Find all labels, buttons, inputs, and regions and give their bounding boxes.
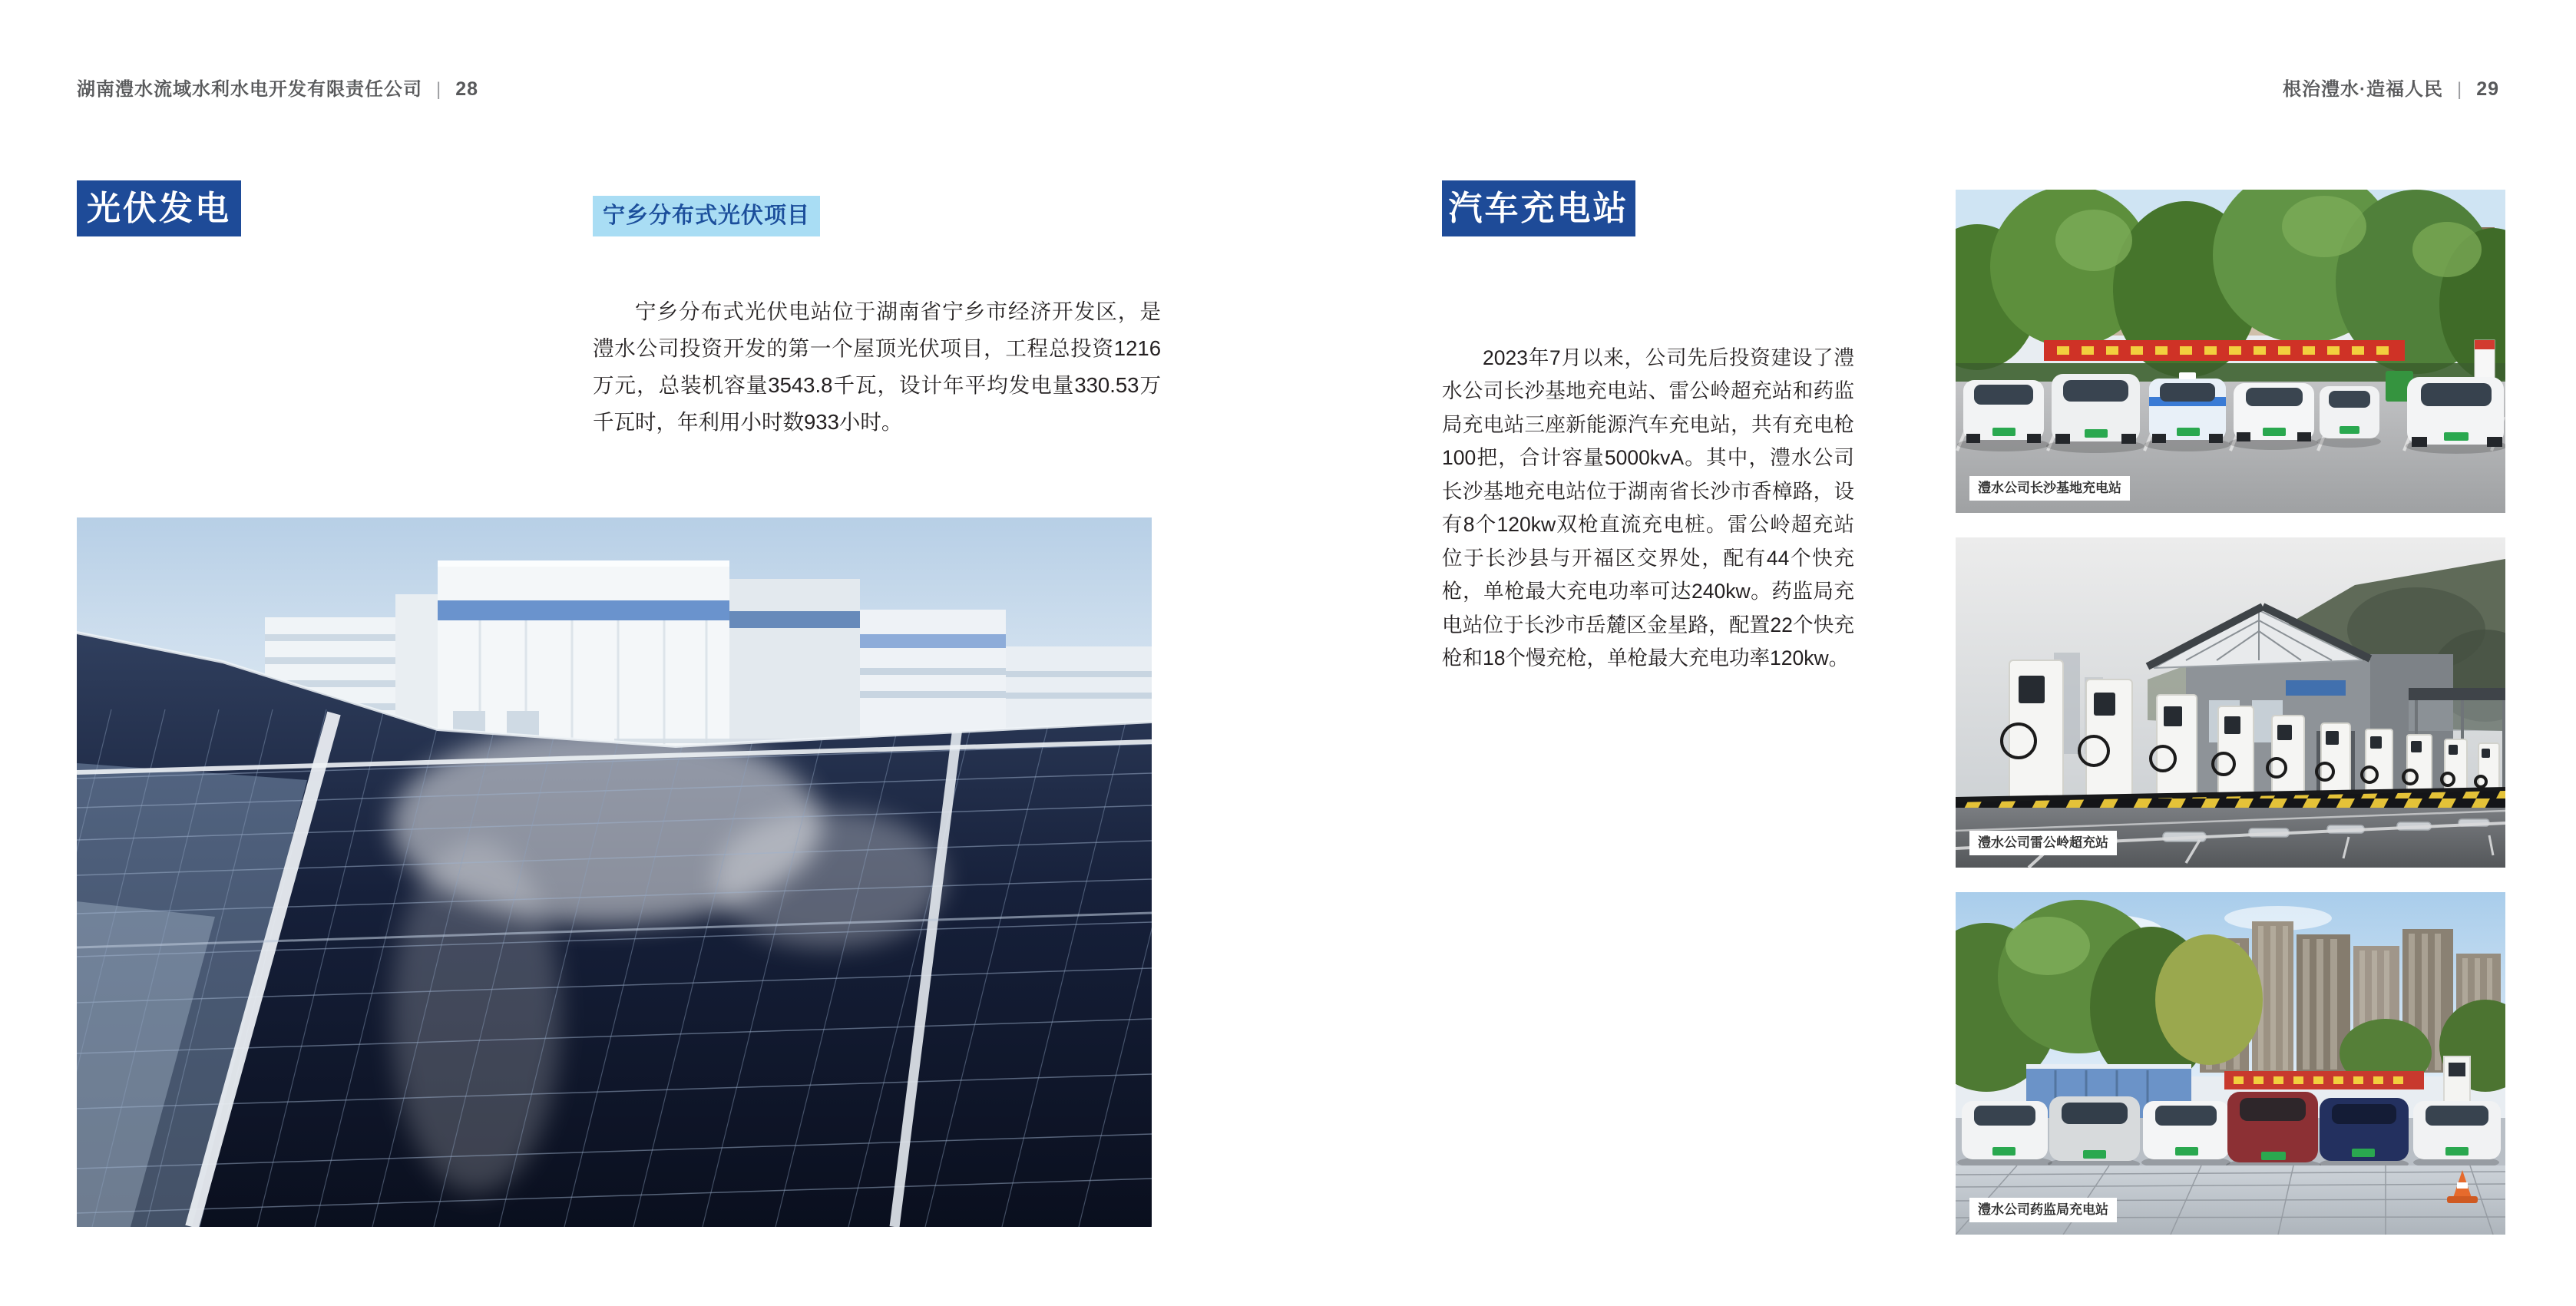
leigongling-illustration	[1956, 537, 2505, 868]
header-divider: |	[2456, 79, 2463, 100]
red-banner	[2044, 340, 2405, 361]
company-name: 湖南澧水流域水利水电开发有限责任公司	[77, 79, 422, 100]
charging-stations-paragraph: 2023年7月以来，公司先后投资建设了澧水公司长沙基地充电站、雷公岭超充站和药监局充电站三座新能源汽车充电站，共有充电枪100把，合计容量5000kvA。其中，澧水公司长沙基地充电站位于湖南省长沙市香樟路，设有8个120kw双枪直流充电桩。雷公岭超充站位于长沙县与开福区交界处，配有44个快充枪，单枪最大充电功率可达240kw。药监局充电站位于长沙市岳麓区金星路，配置22个快充枪和18个慢充枪，单枪最大充电功率120kw。	[1442, 346, 1854, 670]
running-head-left	[77, 74, 478, 101]
company-slogan: 根治澧水·造福人民	[2282, 79, 2443, 100]
photo-leigongling-station	[1956, 537, 2505, 868]
photo-caption: 澧水公司雷公岭超充站	[1969, 831, 2117, 855]
photo-rooftop-solar-array	[77, 517, 1152, 1227]
changsha-base-illustration	[1956, 190, 2505, 513]
section-title-charging-stations: 汽车充电站	[1442, 180, 1635, 236]
solar-array-illustration	[77, 517, 1152, 1227]
yaojianju-illustration	[1956, 892, 2505, 1235]
parked-cars	[1957, 1092, 2501, 1173]
section-title-photovoltaic: 光伏发电	[77, 180, 241, 236]
photo-changsha-base-station	[1956, 190, 2505, 513]
photovoltaic-paragraph: 宁乡分布式光伏电站位于湖南省宁乡市经济开发区，是澧水公司投资开发的第一个屋顶光伏项目，工程总投资1216万元，总装机容量3543.8千瓦，设计年平均发电量330.53万千瓦时，年利用小时数933小时。	[593, 299, 1161, 434]
photo-caption: 澧水公司长沙基地充电站	[1969, 476, 2130, 501]
page-number-left: 28	[455, 78, 479, 100]
header-divider: |	[436, 79, 442, 100]
page-number-right: 29	[2476, 78, 2499, 100]
photo-caption: 澧水公司药监局充电站	[1969, 1198, 2117, 1222]
running-head-right	[2283, 74, 2499, 101]
project-tag-ningxiang: 宁乡分布式光伏项目	[593, 196, 820, 236]
red-banner	[2224, 1071, 2424, 1089]
photo-yaojianju-station	[1956, 892, 2505, 1235]
